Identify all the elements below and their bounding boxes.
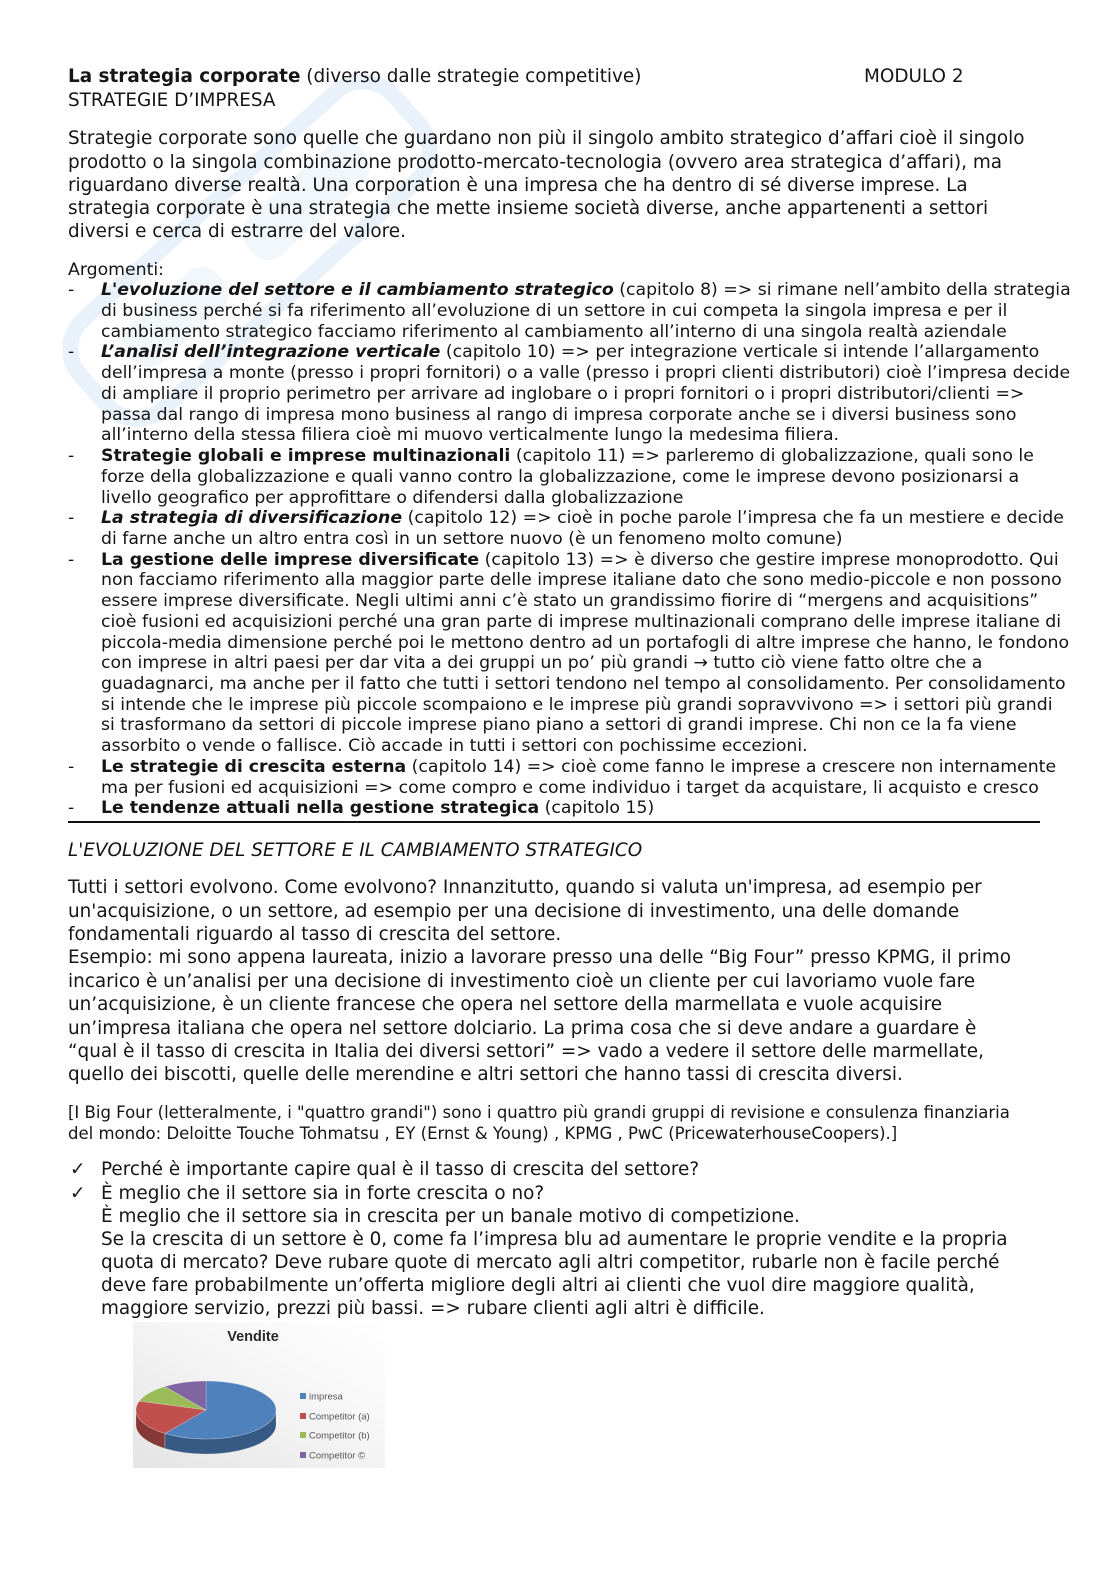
topic-item	[68, 342, 1071, 446]
topic-text: (capitolo 8) => si rimane nell’ambito della strategia	[613, 280, 1071, 301]
topic-text: cambiamento strategico facciamo riferimento al cambiamento all’interno di una singola realtà aziendale	[101, 321, 1007, 342]
topic-title: La gestione delle imprese diversificate	[101, 549, 480, 570]
intro-line: riguardano diverse realtà. Una corporation è una impresa che ha dentro di sé diverse imprese. La	[68, 174, 968, 196]
note-line: [I Big Four (letteralmente, i "quattro grandi") sono i quattro più grandi gruppi di revisione e consulenza finanziaria	[68, 1102, 1010, 1122]
module-label: MODULO 2	[864, 66, 964, 87]
answer-line: È meglio che il settore sia in crescita per un banale motivo di competizione.	[101, 1205, 800, 1227]
section-heading	[68, 839, 642, 862]
legend-label: Competitor (b)	[309, 1430, 370, 1442]
topic-text: cioè fusioni ed acquisizioni perché una gran parte di imprese multinazionali comprano delle imprese italiane di	[101, 611, 1062, 632]
topic-text: passa dal rango di impresa mono business al rango di impresa corporate anche se i diversi business sono	[101, 404, 1017, 425]
topic-text: guadagnarci, ma anche per il fatto che tutti i settori tendono nel tempo al consolidamento. Per consolidamento	[101, 673, 1066, 694]
topic-text: all’interno della stessa filiera cioè mi muovo verticalmente lungo la medesima filiera.	[101, 425, 840, 446]
topic-text: di ampliare il proprio perimetro per arrivare ad inglobare o i propri fornitori o i propri distributori/clienti =>	[101, 383, 1025, 404]
intro-line: diversi e cerca di estrarre del valore.	[68, 221, 406, 243]
intro-line: strategia corporate è una strategia che mette insieme società diverse, anche appartenenti a settori	[68, 198, 989, 220]
paragraph-line: “qual è il tasso di crescita in Italia dei diversi settori” => vado a vedere il settore delle marmellate,	[68, 1040, 984, 1062]
section-heading-text: L'EVOLUZIONE DEL SETTORE E IL CAMBIAMENTO STRATEGICO	[68, 840, 643, 862]
topic-title: Le strategie di crescita esterna	[101, 756, 407, 777]
check-text: Perché è importante capire qual è il tasso di crescita del settore?	[101, 1159, 700, 1181]
topic-text: piccola-media dimensione perché poi le mettono dentro ad un portafogli di altre imprese che hanno, le fondono	[101, 632, 1070, 653]
big-four-note	[68, 1102, 1010, 1144]
topics-list	[68, 260, 1071, 819]
topic-text: essere imprese diversificate. Negli ultimi anni c’è stato un grandissimo fiorire di “mergens and acquisitions”	[101, 591, 1039, 612]
topic-title: La strategia di diversificazione	[101, 508, 403, 529]
question-checklist	[68, 1158, 1007, 1320]
list-dash: -	[68, 756, 75, 777]
paragraph-line: un’impresa italiana che opera nel settore dolciario. La prima cosa che si deve andare a guardare è	[68, 1017, 977, 1039]
legend-marker-competitor-a	[300, 1413, 306, 1419]
topic-text: (capitolo 10) => per integrazione verticale si intende l’allargamento	[440, 342, 1040, 363]
topic-item	[68, 757, 1071, 798]
list-dash: -	[68, 508, 75, 529]
answer-line: Se la crescita di un settore è 0, come fa l’impresa blu ad aumentare le proprie vendite e la propria	[101, 1228, 1008, 1250]
section-divider	[68, 821, 1040, 823]
topic-text: ma per fusioni ed acquisizioni => come compro e come individuo i target da acquistare, li acquisto e cresco	[101, 777, 1039, 798]
topic-text: (capitolo 12) => cioè in poche parole l’impresa che fa un mestiere e decide	[402, 508, 1064, 529]
pie	[136, 1381, 276, 1454]
sales-pie-chart	[133, 1322, 385, 1468]
answer-line: quota di mercato? Deve rubare quote di mercato agli altri competitor, rubarle non è facile perché	[101, 1252, 1000, 1274]
intro-paragraph	[68, 127, 1025, 243]
topic-text: assorbito o vende o fallisce. Ciò accade in tutti i settori con pochissime eccezioni.	[101, 736, 808, 757]
topic-item	[68, 550, 1071, 757]
topic-text: (capitolo 15)	[539, 798, 655, 819]
paragraph-line: Tutti i settori evolvono. Come evolvono? Innanzitutto, quando si valuta un'impresa, ad esempio per	[68, 877, 982, 899]
topic-text: di farne anche un altro entra così in un settore nuovo (è un fenomeno molto comune)	[101, 528, 843, 549]
list-dash: -	[68, 549, 75, 570]
list-dash: -	[68, 798, 75, 819]
document-title: La strategia corporate	[68, 66, 301, 87]
chart-title: Vendite	[227, 1329, 279, 1345]
topic-title: Le tendenze attuali nella gestione strategica	[101, 798, 540, 819]
list-dash: -	[68, 446, 75, 467]
paragraph-line: un’acquisizione, è un cliente francese che opera nel settore della marmellata e vuole acquisire	[68, 994, 943, 1016]
answer-line: maggiore servizio, prezzi più bassi. => rubare clienti agli altri è difficile.	[101, 1298, 765, 1320]
topic-text: si trasformano da settori di piccole imprese piano piano a settori di grandi imprese. Chi non ce la fa viene	[101, 715, 1017, 736]
legend-marker-impresa	[300, 1393, 306, 1399]
paragraph-line: Esempio: mi sono appena laureata, inizio a lavorare presso una delle “Big Four” presso KPMG, il primo	[68, 947, 1012, 969]
topic-text: si intende che le imprese più piccole scompaiono e le imprese più grandi sopravvivono => i settori più grandi	[101, 694, 1053, 715]
topic-item	[68, 508, 1071, 549]
paragraph-line: quello dei biscotti, quelle delle merendine e altri settori che hanno tassi di crescita diversi.	[68, 1064, 903, 1086]
topics-label: Argomenti:	[68, 259, 164, 280]
paragraph-line: incarico è un’analisi per una decisione di investimento cioè un cliente per cui lavoriamo vuole fare	[68, 970, 976, 992]
check-item	[68, 1182, 1007, 1321]
intro-line: prodotto o la singola combinazione prodotto-mercato-tecnologia (ovvero area strategica d’affari), ma	[68, 151, 1003, 173]
paragraph-line: un'acquisizione, o un settore, ad esempio per una decisione di investimento, una delle domande	[68, 900, 960, 922]
topic-item	[68, 446, 1071, 508]
checkmark-icon: ✓	[70, 1159, 86, 1181]
intro-line: Strategie corporate sono quelle che guardano non più il singolo ambito strategico d’affari cioè il singolo	[68, 128, 1025, 150]
topic-text: dell’impresa a monte (presso i propri fornitori) o a valle (presso i propri clienti distributori) cioè l’impresa decide	[101, 363, 1071, 384]
topic-text: forze della globalizzazione e quali vanno contro la globalizzazione, come le imprese devono posizionarsi a	[101, 466, 1020, 487]
paragraph-line: fondamentali riguardo al tasso di crescita del settore.	[68, 924, 562, 946]
check-text: È meglio che il settore sia in forte crescita o no?	[101, 1182, 545, 1204]
topic-item	[68, 798, 1071, 819]
legend-label: Competitor (a)	[309, 1411, 370, 1423]
document-subtitle: STRATEGIE D’IMPRESA	[68, 90, 276, 111]
document-title-note: (diverso dalle strategie competitive)	[300, 66, 642, 87]
topic-text: di business perché si fa riferimento all’evoluzione di un settore in cui competa la singola impresa e per il	[101, 301, 1008, 322]
topic-title: L’analisi dell’integrazione verticale	[101, 342, 441, 363]
answer-line: deve fare probabilmente un’offerta migliore degli altri ai clienti che vuol dire maggiore qualità,	[101, 1275, 975, 1297]
check-item	[68, 1158, 1007, 1181]
legend-label: impresa	[309, 1391, 343, 1403]
checkmark-icon: ✓	[70, 1182, 86, 1204]
page-header	[68, 65, 641, 113]
section-paragraph	[68, 876, 1011, 1086]
legend-marker-competitor-c	[300, 1452, 306, 1458]
legend-label: Competitor ©	[309, 1450, 366, 1462]
note-line: del mondo: Deloitte Touche Tohmatsu , EY (Ernst & Young) , KPMG , PwC (PricewaterhouseCoopers).]	[68, 1123, 898, 1143]
topic-text: (capitolo 14) => cioè come fanno le imprese a crescere non internamente	[406, 756, 1057, 777]
topic-text: con imprese in altri paesi per dar vita a dei gruppi un po’ più grandi → tutto ciò viene fatto oltre che a	[101, 653, 983, 674]
list-dash: -	[68, 342, 75, 363]
legend-marker-competitor-b	[300, 1432, 306, 1438]
topic-title: L'evoluzione del settore e il cambiamento strategico	[101, 280, 614, 301]
topic-text: non facciamo riferimento alla maggior parte delle imprese italiane dato che sono medio-piccole e non possono	[101, 570, 1062, 591]
topic-title: Strategie globali e imprese multinazionali	[101, 446, 511, 467]
list-dash: -	[68, 280, 75, 301]
topic-text: livello geografico per approfittare o difendersi dalla globalizzazione	[101, 487, 684, 508]
topic-text: (capitolo 11) => parleremo di globalizzazione, quali sono le	[510, 446, 1034, 467]
topic-item	[68, 280, 1071, 342]
topic-text: (capitolo 13) => è diverso che gestire imprese monoprodotto. Qui	[479, 549, 1059, 570]
